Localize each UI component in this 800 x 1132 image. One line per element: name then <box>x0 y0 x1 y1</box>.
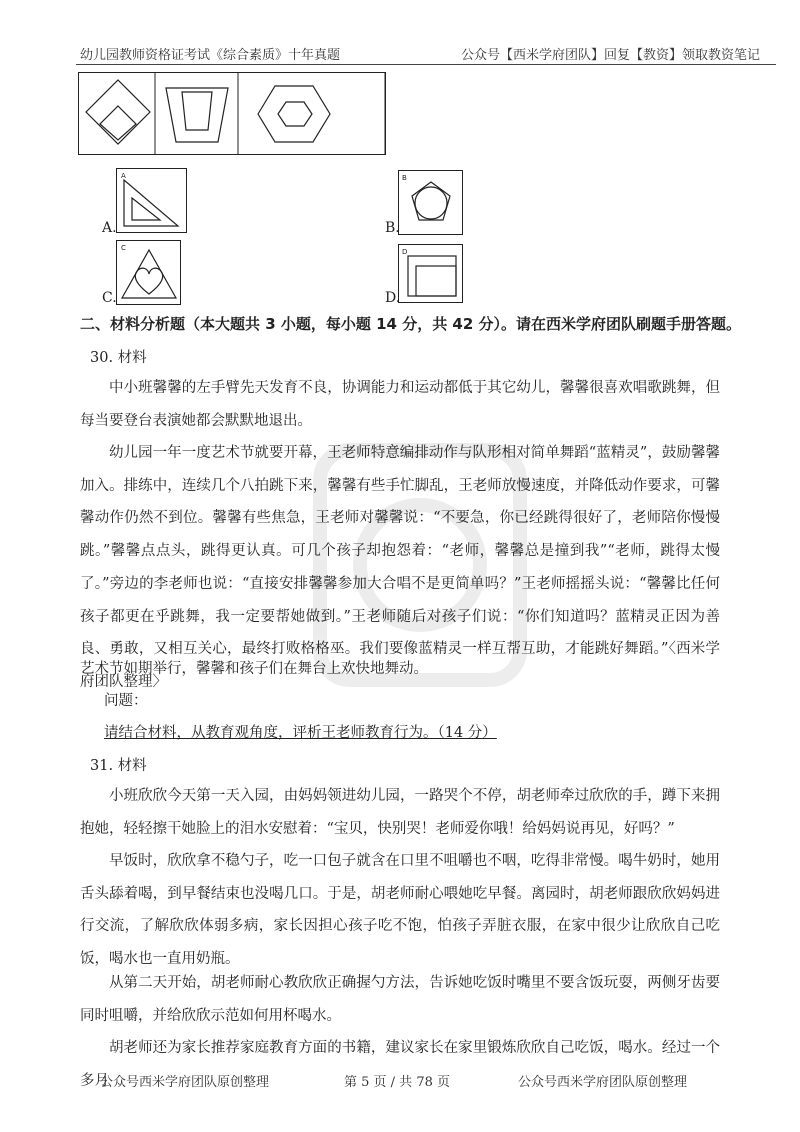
q30-closing: 艺术节如期举行，馨馨和孩子们在舞台上欢快地舞动。 <box>80 661 428 677</box>
q31-paragraph-2: 早饭时，欣欣拿不稳勺子，吃一口包子就含在口里不咀嚼也不咽，吃得非常慢。喝牛奶时，她用舌头舔着喝，到早餐结束也没喝几口。于是，胡老师耐心喂她吃早餐。离园时，胡老师跟欣欣妈妈进行交流，了解欣欣体弱多病，家长因担心孩子吃不饱，怕孩子弄脏衣服，在家中很少让欣欣自己吃饭，喝水也一直用奶瓶。 <box>80 853 720 968</box>
option-d-figure <box>398 244 464 304</box>
q30-paragraph-1: 中小班馨馨的左手臂先天发育不良，协调能力和运动都低于其它幼儿，馨馨很喜欢唱歌跳舞，但每当要登台表演她都会默默地退出。 <box>80 380 720 429</box>
watermark <box>300 440 540 690</box>
option-b-label[interactable]: B. <box>385 220 400 236</box>
option-c-letter: C <box>121 244 126 252</box>
header-rule <box>76 64 776 65</box>
q31-paragraph-1: 小班欣欣今天第一天入园，由妈妈领进幼儿园，一路哭个不停，胡老师牵过欣欣的手，蹲下来拥抱她，轻轻擦干她脸上的泪水安慰着：“宝贝，快别哭！老师爱你哦！给妈妈说再见，好吗？” <box>80 788 720 837</box>
option-a-label[interactable]: A. <box>102 220 117 236</box>
header-right: 公众号【西米学府团队】回复【教资】领取教资笔记 <box>460 48 760 63</box>
q30-question-label: 问题： <box>104 693 148 709</box>
footer-page-number: 第 5 页 / 共 78 页 <box>344 1075 450 1090</box>
section-title: 二、材料分析题（本大题共 3 小题，每小题 14 分，共 42 分）。请在西米学府团队刷题手册答题。 <box>80 315 742 333</box>
option-a-letter: A <box>121 172 126 180</box>
figure-sequence <box>78 72 390 158</box>
q31-paragraph-3: 从第二天开始，胡老师耐心教欣欣正确握勺方法，告诉她吃饭时嘴里不要含饭玩耍，两侧牙齿要同时咀嚼，并给欣欣示范如何用杯喝水。 <box>80 975 720 1024</box>
q30-number: 30. 材料 <box>90 350 147 366</box>
footer-left: 公众号西米学府团队原创整理 <box>100 1075 270 1090</box>
q30-question: 请结合材料，从教育观角度，评析王老师教育行为。（14 分） <box>104 725 497 741</box>
footer-right: 公众号西米学府团队原创整理 <box>518 1075 688 1090</box>
figure-trapezoid <box>166 88 228 142</box>
figure-hexagon <box>258 86 330 142</box>
option-c-figure <box>116 240 182 306</box>
header-left: 幼儿园教师资格证考试《综合素质》十年真题 <box>80 48 341 63</box>
option-d-letter: D <box>402 248 408 256</box>
option-c-label[interactable]: C. <box>102 290 117 306</box>
q31-paragraph-4: 胡老师还为家长推荐家庭教育方面的书籍，建议家长在家里锻炼欣欣自己吃饭，喝水。经过一个多月 <box>80 1040 720 1089</box>
figure-diamond <box>86 80 150 144</box>
option-b-letter: B <box>402 174 407 182</box>
option-d-label[interactable]: D. <box>385 290 401 306</box>
option-b-figure <box>398 170 464 236</box>
option-a-figure <box>116 168 188 234</box>
q30-paragraph-2: 幼儿园一年一度艺术节就要开幕，王老师特意编排动作与队形相对简单舞蹈“蓝精灵”，鼓励馨馨加入。排练中，连续几个八拍跳下来，馨馨有些手忙脚乱，王老师放慢速度，并降低动作要求，可馨馨动作仍然不到位。馨馨有些焦急，王老师对馨馨说：“不要急，你已经跳得很好了，老师陪你慢慢跳。”馨馨点点头，跳得更认真。可几个孩子却抱怨着：“老师，馨馨总是撞到我”“老师，跳得太慢了。”旁边的李老师也说：“直接安排馨馨参加大合唱不是更简单吗？”王老师摇摇头说：“馨馨比任何孩子都更在乎跳舞，我一定要帮她做到。”王老师随后对孩子们说：“你们知道吗？蓝精灵正因为善良、勇敢，又相互关心，最终打败格格巫。我们要像蓝精灵一样互帮互助，才能跳好舞蹈。”〈西米学府团队整理〉 <box>80 445 720 690</box>
q31-number: 31. 材料 <box>90 758 147 774</box>
